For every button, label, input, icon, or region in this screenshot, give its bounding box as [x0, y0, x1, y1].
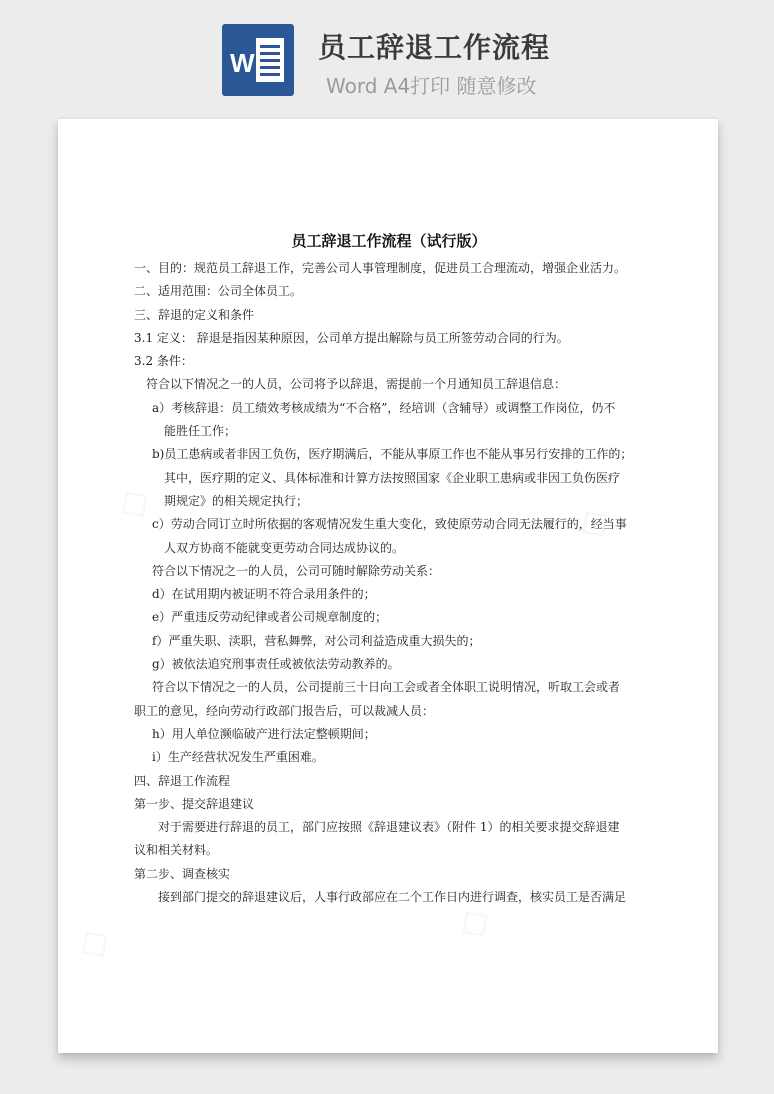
paragraph-line: 3.1 定义： 辞退是指因某种原因，公司单方提出解除与员工所签劳动合同的行为。 — [134, 330, 569, 345]
paragraph-line: 接到部门提交的辞退建议后，人事行政部应在二个工作日内进行调查，核实员工是否满足 — [158, 890, 627, 905]
list-item: c）劳动合同订立时所依据的客观情况发生重大变化，致使原劳动合同无法履行的，经当事 — [152, 517, 627, 532]
list-item: b)员工患病或者非因工负伤，医疗期满后，不能从事原工作也不能从事另行安排的工作的； — [152, 447, 633, 462]
document-title: 员工辞退工作流程（试行版） — [291, 232, 487, 250]
document-page — [58, 119, 718, 1053]
watermark-mark — [68, 914, 120, 969]
paragraph-line: 符合以下情况之一的人员，公司提前三十日向工会或者全体职工说明情况，听取工会或者 — [152, 680, 621, 695]
section-heading: 四、辞退工作流程 — [134, 773, 231, 788]
paragraph-line: 对于需要进行辞退的员工，部门应按照《辞退建议表》（附件 1）的相关要求提交辞退建 — [158, 820, 620, 835]
section-heading: 三、辞退的定义和条件 — [134, 307, 255, 322]
list-item-continuation: 期规定》的相关规定执行； — [164, 493, 309, 508]
paragraph-line: 符合以下情况之一的人员，公司将予以辞退，需提前一个月通知员工辞退信息： — [146, 377, 567, 392]
list-item: a）考核辞退：员工绩效考核成绩为“不合格”，经培训（含辅导）或调整工作岗位，仍不 — [152, 400, 616, 415]
list-item: d）在试用期内被证明不符合录用条件的； — [152, 587, 376, 602]
word-document-icon — [222, 24, 294, 96]
header-banner — [0, 0, 774, 110]
list-item: e）严重违反劳动纪律或者公司规章制度的； — [152, 610, 388, 625]
list-item: i）生产经营状况发生严重困难。 — [152, 750, 324, 765]
section-heading: 二、适用范围：公司全体员工。 — [134, 284, 303, 299]
list-item-continuation: 能胜任工作； — [164, 424, 237, 439]
paragraph-line: 符合以下情况之一的人员，公司可随时解除劳动关系： — [152, 563, 441, 578]
list-item-continuation: 其中，医疗期的定义、具体标准和计算方法按照国家《企业职工患病或非因工负伤医疗 — [164, 470, 621, 485]
paragraph-line: 议和相关材料。 — [134, 843, 219, 858]
step-heading: 第一步、提交辞退建议 — [134, 796, 255, 811]
step-heading: 第二步、调查核实 — [134, 866, 231, 881]
word-icon-letter: W — [230, 48, 255, 78]
list-item-continuation: 人双方协商不能就变更劳动合同达成协议的。 — [164, 540, 405, 555]
paragraph-line: 职工的意见，经向劳动行政部门报告后，可以裁减人员： — [134, 703, 435, 718]
list-item: g）被依法追究刑事责任或被依法劳动教养的。 — [152, 657, 400, 672]
banner-subtitle: Word A4打印 随意修改 — [326, 74, 537, 98]
paragraph-line: 3.2 条件： — [134, 354, 193, 369]
section-heading: 一、目的：规范员工辞退工作，完善公司人事管理制度，促进员工合理流动，增强企业活力。 — [134, 261, 627, 275]
list-item: f）严重失职、渎职，营私舞弊，对公司利益造成重大损失的； — [152, 633, 481, 648]
list-item: h）用人单位濒临破产进行法定整顿期间； — [152, 726, 376, 741]
banner-title: 员工辞退工作流程 — [318, 31, 551, 64]
document-body — [134, 229, 644, 909]
